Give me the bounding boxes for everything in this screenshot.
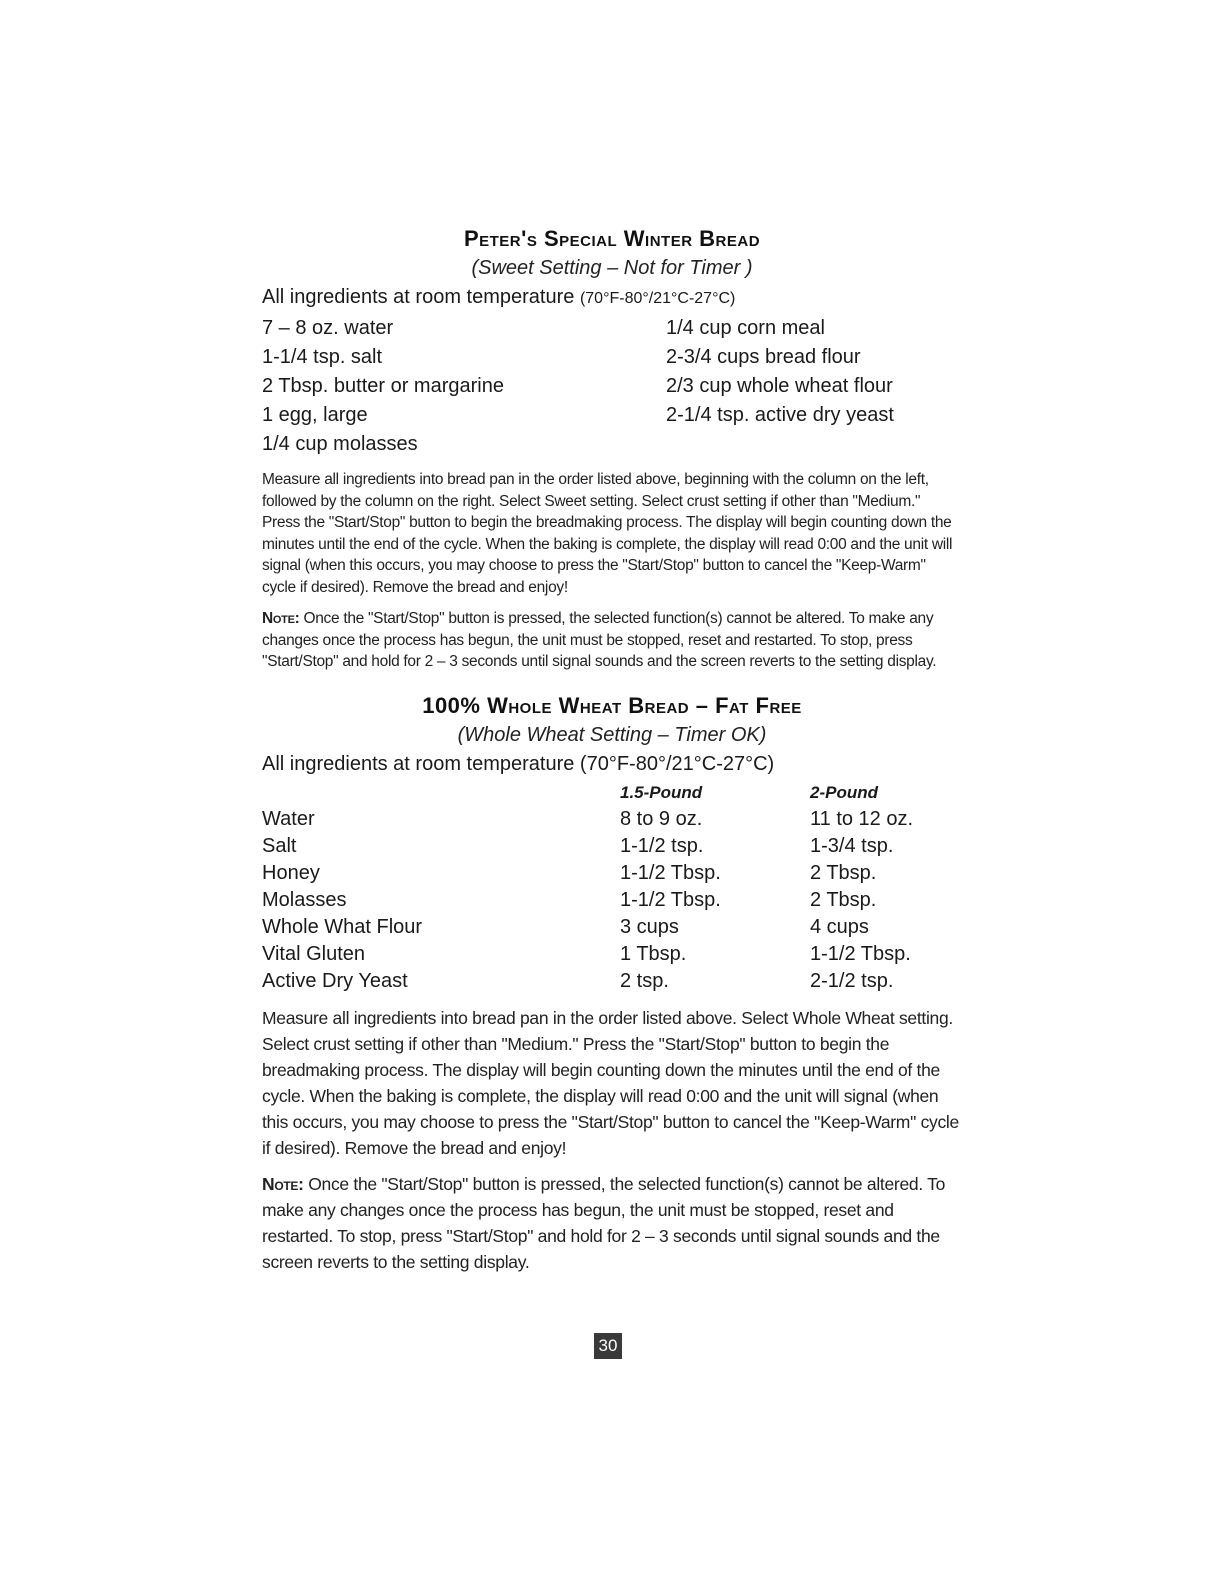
table-header xyxy=(262,779,620,806)
recipe-subtitle: (Sweet Setting – Not for Timer ) xyxy=(471,257,753,279)
table-cell: Molasses xyxy=(262,888,347,911)
table-cell: 2-1/2 tsp. xyxy=(810,969,894,992)
table-cell: 1-1/2 Tbsp. xyxy=(620,888,721,911)
note-text: Once the "Start/Stop" button is pressed, the selected function(s) cannot be altered. To make any changes once the process has begun, the unit must be stopped, reset and restarted. To stop, press "Start/Stop" and hold for 2 – 3 seconds until signal sounds and the screen reverts to the setting display. xyxy=(262,610,937,670)
table-cell: 3 cups xyxy=(620,915,679,938)
ingredient-list xyxy=(262,314,962,459)
table-cell: Vital Gluten xyxy=(262,942,366,965)
table-cell: 2 Tbsp. xyxy=(810,888,877,911)
ingredient-left-1: 7 – 8 oz. water xyxy=(262,317,394,339)
ingredient-right-1: 1/4 cup corn meal xyxy=(666,317,825,339)
table-cell: 1-1/2 Tbsp. xyxy=(810,942,911,965)
table-cell: 2 Tbsp. xyxy=(810,861,877,884)
table-cell: 8 to 9 oz. xyxy=(620,807,703,830)
table-cell: 4 cups xyxy=(810,915,869,938)
recipe-whole-wheat-bread xyxy=(262,691,962,1275)
recipe-page xyxy=(262,224,962,1275)
intro-text: All ingredients at room temperature (70°F-80°/21°C-27°C) xyxy=(262,752,775,775)
intro-temperature: (70°F-80°/21°C-27°C) xyxy=(579,290,736,307)
recipe-title: 100% Whole Wheat Bread – Fat Free xyxy=(422,692,802,718)
recipe-peters-winter-bread xyxy=(262,224,962,673)
page-number: 30 xyxy=(594,1333,622,1359)
recipe-instructions: Measure all ingredients into bread pan in the order listed above. Select Whole Wheat setting. Select crust setting if other than "Medium." Press the "Start/Stop" button to begin the breadmaking process. The display will begin counting down the minutes until the end of the cycle. When the baking is complete, the display will read 0:00 and the unit will signal (when this occurs, you may choose to press the "Start/Stop" button to cancel the "Keep-Warm" cycle if desired). Remove the bread and enjoy! xyxy=(262,1007,959,1158)
recipe-note xyxy=(262,608,962,673)
table-cell: 1-3/4 tsp. xyxy=(810,834,894,857)
table-cell: Whole What Flour xyxy=(262,915,423,938)
ingredient-left-3: 2 Tbsp. butter or margarine xyxy=(262,375,504,397)
recipe-note xyxy=(262,1171,962,1275)
recipe-intro xyxy=(262,749,962,779)
note-label: Note: xyxy=(262,1173,304,1194)
ingredient-right-2: 2-3/4 cups bread flour xyxy=(666,346,861,368)
table-cell: 11 to 12 oz. xyxy=(810,807,914,830)
table-cell: Water xyxy=(262,807,315,830)
ingredient-right-4: 2-1/4 tsp. active dry yeast xyxy=(666,404,894,426)
recipe-instructions: Measure all ingredients into bread pan in the order listed above, beginning with the column on the left, followed by the column on the right. Select Sweet setting. Select crust setting if other than "Medium." Press the "Start/Stop" button to begin the breadmaking process. The display will begin counting down the minutes until the end of the cycle. When the baking is complete, the display will read 0:00 and the unit will signal (when this occurs, you may choose to press the "Start/Stop" button to cancel the "Keep-Warm" cycle if desired). Remove the bread and enjoy! xyxy=(262,471,953,596)
table-cell: 1-1/2 Tbsp. xyxy=(620,861,721,884)
table-header: 1.5-Pound xyxy=(620,782,703,802)
table-header: 2-Pound xyxy=(810,782,878,802)
table-cell: Salt xyxy=(262,834,297,857)
table-cell: 1-1/2 tsp. xyxy=(620,834,704,857)
ingredient-right-5 xyxy=(666,430,962,459)
table-cell: Honey xyxy=(262,861,320,884)
table-cell: Active Dry Yeast xyxy=(262,969,408,992)
table-cell: 1 Tbsp. xyxy=(620,942,687,965)
ingredient-table xyxy=(262,779,962,995)
note-label: Note: xyxy=(262,610,300,627)
ingredient-left-5: 1/4 cup molasses xyxy=(262,433,418,455)
table-cell: 2 tsp. xyxy=(620,969,669,992)
ingredient-left-2: 1-1/4 tsp. salt xyxy=(262,346,383,368)
ingredient-right-3: 2/3 cup whole wheat flour xyxy=(666,375,893,397)
recipe-subtitle: (Whole Wheat Setting – Timer OK) xyxy=(457,723,767,746)
recipe-intro xyxy=(262,282,962,314)
note-text: Once the "Start/Stop" button is pressed, the selected function(s) cannot be altered. To make any changes once the process has begun, the unit must be stopped, reset and restarted. To stop, press "Start/Stop" and hold for 2 – 3 seconds until signal sounds and the screen reverts to the setting display. xyxy=(262,1173,946,1272)
recipe-title: Peter's Special Winter Bread xyxy=(463,226,761,251)
ingredient-left-4: 1 egg, large xyxy=(262,404,368,426)
intro-text: All ingredients at room temperature xyxy=(262,286,580,308)
